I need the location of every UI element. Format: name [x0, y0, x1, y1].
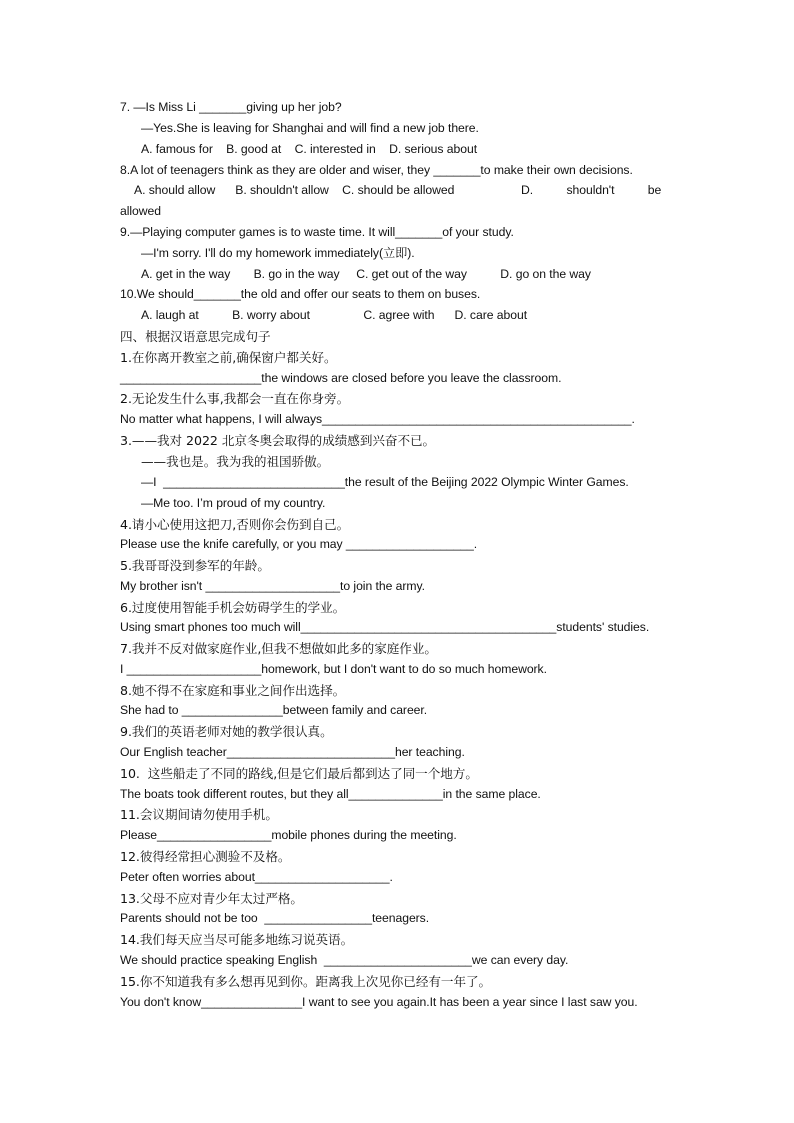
text-line: 4.请小心使用这把刀,否则你会伤到自己。	[120, 517, 350, 532]
text-line: 13.父母不应对青少年太过严格。	[120, 891, 303, 906]
text-line: No matter what happens, I will always______________________________________________.	[120, 412, 635, 426]
text-line: 15.你不知道我有多么想再见到你。距离我上次见你已经有一年了。	[120, 974, 492, 989]
text-line: 9.—Playing computer games is to waste time. It will_______of your study.	[120, 225, 514, 239]
text-line: 8.A lot of teenagers think as they are older and wiser, they _______to make their own decisions.	[120, 163, 633, 177]
text-line: 2.无论发生什么事,我都会一直在你身旁。	[120, 391, 350, 406]
text-line: 10.We should_______the old and offer our seats to them on buses.	[120, 287, 481, 301]
text-line: 四、根据汉语意思完成句子	[120, 329, 271, 344]
text-line: 1.在你离开教室之前,确保窗户都关好。	[120, 350, 337, 365]
text-line: —I ___________________________the result of the Beijing 2022 Olympic Winter Games.	[141, 475, 629, 489]
text-line: —Me too. I’m proud of my country.	[141, 496, 326, 510]
text-line: Our English teacher_________________________her teaching.	[120, 745, 465, 759]
text-line: 14.我们每天应当尽可能多地练习说英语。	[120, 932, 354, 947]
text-line: The boats took different routes, but they all______________in the same place.	[120, 787, 541, 801]
text-line: 3.——我对 2022 北京冬奥会取得的成绩感到兴奋不已。	[120, 433, 436, 448]
text-line: We should practice speaking English ______________________we can every day.	[120, 953, 569, 967]
text-line: A. famous for B. good at C. interested in D. serious about	[141, 142, 478, 156]
text-line: A. get in the way B. go in the way C. get out of the way D. go on the way	[141, 267, 591, 281]
text-line: —Yes.She is leaving for Shanghai and will find a new job there.	[141, 121, 479, 135]
text-line: 7.我并不反对做家庭作业,但我不想做如此多的家庭作业。	[120, 641, 437, 656]
text-line: _____________________the windows are closed before you leave the classroom.	[120, 371, 562, 385]
text-line: A. should allow B. shouldn't allow C. should be allowed D. shouldn't be	[134, 183, 662, 197]
text-line: A. laugh at B. worry about C. agree with D. care about	[141, 308, 528, 322]
text-line: 6.过度使用智能手机会妨碍学生的学业。	[120, 600, 346, 615]
text-line: She had to _______________between family and career.	[120, 703, 428, 717]
text-line: Please_________________mobile phones during the meeting.	[120, 828, 457, 842]
text-line: 11.会议期间请勿使用手机。	[120, 807, 278, 822]
text-line: Peter often worries about____________________.	[120, 870, 393, 884]
text-line: Using smart phones too much will______________________________________students' studies.	[120, 620, 650, 634]
text-line: 5.我哥哥没到参军的年龄。	[120, 558, 270, 573]
text-line: allowed	[120, 204, 161, 218]
text-line: —I'm sorry. I'll do my homework immediately(立即).	[141, 246, 415, 260]
text-line: ——我也是。我为我的祖国骄傲。	[141, 454, 330, 469]
text-line: I ____________________homework, but I don't want to do so much homework.	[120, 662, 547, 676]
text-line: My brother isn't ____________________to join the army.	[120, 579, 425, 593]
text-line: 7. —Is Miss Li _______giving up her job?	[120, 100, 342, 114]
text-line: Please use the knife carefully, or you may ___________________.	[120, 537, 478, 551]
text-line: 10. 这些船走了不同的路线,但是它们最后都到达了同一个地方。	[120, 766, 478, 781]
text-line: Parents should not be too ________________teenagers.	[120, 911, 430, 925]
text-line: 8.她不得不在家庭和事业之间作出选择。	[120, 683, 346, 698]
text-line: You don't know_______________I want to see you again.It has been a year since I last saw you.	[120, 995, 638, 1009]
text-line: 12.彼得经常担心测验不及格。	[120, 849, 291, 864]
text-line: 9.我们的英语老师对她的教学很认真。	[120, 724, 333, 739]
